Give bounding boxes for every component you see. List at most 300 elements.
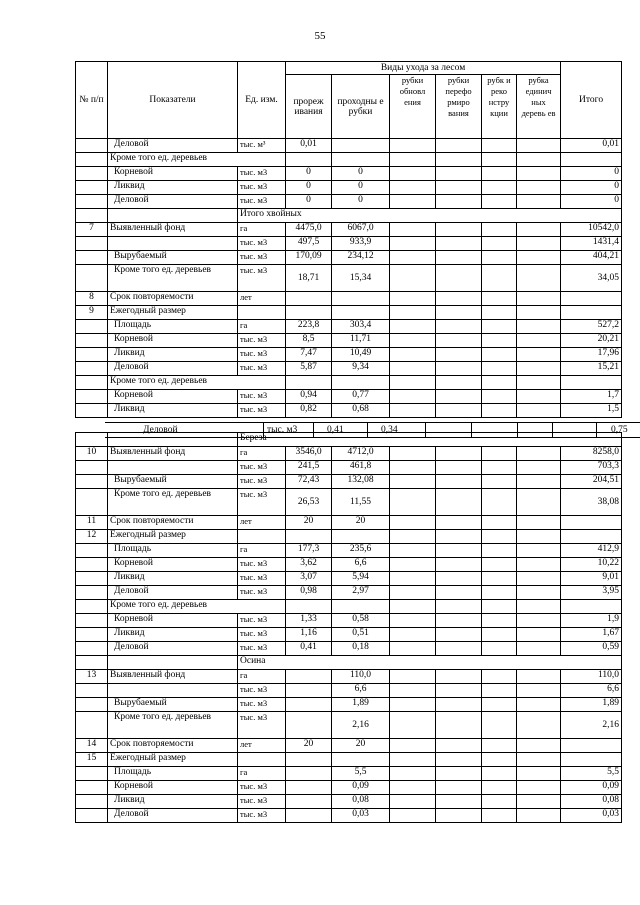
value-reconstruction (482, 404, 517, 418)
value-total (561, 516, 622, 530)
value-renewal (390, 698, 436, 712)
unit-cell: тыс. м3 (238, 809, 286, 823)
indicator-cell: Корневой (108, 390, 238, 404)
indicator-cell: Корневой (108, 558, 238, 572)
value-thinning: 26,53 (286, 489, 332, 516)
indicator-cell (108, 237, 238, 251)
value-renewal (390, 292, 436, 306)
value-thinning (286, 712, 332, 739)
value-reformation (436, 530, 482, 544)
value-reformation (436, 461, 482, 475)
value-total: 2,16 (561, 712, 622, 739)
value-thinning (286, 292, 332, 306)
indicator-cell: Ликвид (108, 348, 238, 362)
number-cell (76, 712, 108, 739)
section-label: Кроме того ед. деревьев (108, 600, 286, 614)
indicator-cell: Выявленный фонд (108, 447, 238, 461)
value-reconstruction (482, 530, 517, 544)
table-row (76, 153, 622, 167)
value-passage: 6,6 (332, 558, 390, 572)
value-reconstruction (482, 292, 517, 306)
value-single-trees (517, 167, 561, 181)
number-cell (76, 209, 108, 223)
value-renewal (390, 181, 436, 195)
indicator-cell: Вырубаемый (108, 475, 238, 489)
value-thinning (286, 530, 332, 544)
value-renewal (390, 251, 436, 265)
value-passage: 1,89 (332, 698, 390, 712)
number-cell (76, 139, 108, 153)
value-reformation (436, 558, 482, 572)
value-single-trees (517, 642, 561, 656)
empty-cell (436, 376, 482, 390)
indicator-cell: Площадь (108, 544, 238, 558)
value-renewal (390, 795, 436, 809)
value-total: 703,3 (561, 461, 622, 475)
value-total (561, 753, 622, 767)
value-reconstruction (482, 181, 517, 195)
number-cell (76, 390, 108, 404)
number-cell: 7 (76, 223, 108, 237)
value-single-trees (517, 390, 561, 404)
table-row (76, 404, 622, 418)
value-thinning (286, 795, 332, 809)
number-cell: 8 (76, 292, 108, 306)
table-row (76, 348, 622, 362)
value-reformation (436, 195, 482, 209)
value-passage: 132,08 (332, 475, 390, 489)
indicator-cell: Ежегодный размер (108, 306, 238, 320)
value-reformation (436, 670, 482, 684)
number-cell (76, 237, 108, 251)
number-cell (76, 614, 108, 628)
value-renewal (390, 390, 436, 404)
value-reconstruction (482, 348, 517, 362)
number-cell (76, 781, 108, 795)
value-passage: 4712,0 (332, 447, 390, 461)
value-renewal (390, 195, 436, 209)
number-cell (76, 153, 108, 167)
empty-cell (332, 600, 390, 614)
value-single-trees (517, 516, 561, 530)
value-single-trees (517, 306, 561, 320)
number-cell (76, 586, 108, 600)
number-cell: 12 (76, 530, 108, 544)
unit-cell: тыс. м3 (238, 684, 286, 698)
empty-cell (561, 153, 622, 167)
value-reformation (436, 348, 482, 362)
value-single-trees (517, 614, 561, 628)
value-reconstruction (482, 586, 517, 600)
empty-cell (436, 600, 482, 614)
value-single-trees (517, 753, 561, 767)
unit-cell: тыс. м³ (238, 139, 286, 153)
number-cell (76, 809, 108, 823)
number-cell (76, 376, 108, 390)
table-row (76, 447, 622, 461)
value-single-trees (517, 320, 561, 334)
value-reconstruction (482, 642, 517, 656)
value-single-trees (517, 586, 561, 600)
unit-cell: тыс. м3 (238, 265, 286, 292)
value-renewal (390, 767, 436, 781)
unit-cell (238, 753, 286, 767)
forest-care-table (75, 61, 622, 823)
col-header-group: Виды ухода за лесом (286, 62, 561, 75)
table-row (76, 739, 622, 753)
value-renewal (390, 489, 436, 516)
shifted-row-c1: 0,41 (327, 425, 344, 435)
value-renewal (390, 781, 436, 795)
unit-cell: лет (238, 739, 286, 753)
value-single-trees (517, 767, 561, 781)
value-reconstruction (482, 670, 517, 684)
number-cell (76, 181, 108, 195)
section-label: Кроме того ед. деревьев (108, 153, 286, 167)
value-renewal (390, 614, 436, 628)
unit-cell: тыс. м3 (238, 348, 286, 362)
value-reformation (436, 767, 482, 781)
value-single-trees (517, 558, 561, 572)
empty-cell (561, 600, 622, 614)
value-single-trees (517, 572, 561, 586)
indicator-cell: Деловой (108, 586, 238, 600)
value-thinning: 177,3 (286, 544, 332, 558)
value-reconstruction (482, 558, 517, 572)
empty-cell (286, 153, 332, 167)
indicator-cell: Деловой (108, 195, 238, 209)
table-row (76, 558, 622, 572)
value-thinning: 4475,0 (286, 223, 332, 237)
number-cell (76, 167, 108, 181)
col-header-indicator: Показатели (108, 62, 238, 139)
number-cell (76, 265, 108, 292)
value-renewal (390, 334, 436, 348)
value-thinning (286, 809, 332, 823)
value-reconstruction (482, 795, 517, 809)
value-reformation (436, 167, 482, 181)
value-single-trees (517, 628, 561, 642)
value-renewal (390, 809, 436, 823)
value-thinning: 0 (286, 195, 332, 209)
value-total: 0,08 (561, 795, 622, 809)
value-total (561, 530, 622, 544)
number-cell: 9 (76, 306, 108, 320)
unit-cell (238, 530, 286, 544)
number-cell (76, 433, 108, 447)
number-cell (76, 334, 108, 348)
value-renewal (390, 712, 436, 739)
number-cell: 11 (76, 516, 108, 530)
number-cell (76, 461, 108, 475)
value-reformation (436, 753, 482, 767)
indicator-cell: Корневой (108, 614, 238, 628)
col-header-reconstruction: рубк и реко нстру кции (482, 75, 517, 139)
empty-cell (286, 376, 332, 390)
value-passage: 11,71 (332, 334, 390, 348)
table-row (76, 572, 622, 586)
empty-cell (561, 376, 622, 390)
table-row (76, 209, 622, 223)
table-row (76, 516, 622, 530)
indicator-cell: Ежегодный размер (108, 753, 238, 767)
indicator-cell: Корневой (108, 334, 238, 348)
indicator-cell: Деловой (108, 362, 238, 376)
value-total: 0,01 (561, 139, 622, 153)
value-passage: 15,34 (332, 265, 390, 292)
value-reformation (436, 139, 482, 153)
value-passage: 5,94 (332, 572, 390, 586)
value-renewal (390, 753, 436, 767)
value-single-trees (517, 530, 561, 544)
value-thinning: 3546,0 (286, 447, 332, 461)
indicator-cell: Кроме того ед. деревьев (108, 712, 238, 739)
value-passage: 0 (332, 195, 390, 209)
empty-cell (286, 600, 332, 614)
value-reformation (436, 334, 482, 348)
value-reconstruction (482, 516, 517, 530)
value-reconstruction (482, 544, 517, 558)
value-thinning: 7,47 (286, 348, 332, 362)
value-reformation (436, 684, 482, 698)
value-renewal (390, 739, 436, 753)
value-total: 0 (561, 167, 622, 181)
table-row (76, 390, 622, 404)
value-passage: 0,03 (332, 809, 390, 823)
value-passage: 10,49 (332, 348, 390, 362)
value-passage (332, 292, 390, 306)
number-cell (76, 404, 108, 418)
value-single-trees (517, 362, 561, 376)
value-reconstruction (482, 781, 517, 795)
table-row (76, 292, 622, 306)
col-header-passage: проходны е рубки (332, 75, 390, 139)
value-total: 412,9 (561, 544, 622, 558)
value-thinning: 170,09 (286, 251, 332, 265)
number-cell (76, 572, 108, 586)
indicator-cell: Площадь (108, 320, 238, 334)
indicator-cell: Ликвид (108, 795, 238, 809)
table-row (76, 795, 622, 809)
table-row (76, 461, 622, 475)
value-thinning: 5,87 (286, 362, 332, 376)
value-single-trees (517, 670, 561, 684)
indicator-cell: Срок повторяемости (108, 739, 238, 753)
value-reconstruction (482, 362, 517, 376)
value-reconstruction (482, 712, 517, 739)
value-total: 0 (561, 181, 622, 195)
value-reconstruction (482, 684, 517, 698)
value-reformation (436, 544, 482, 558)
value-reconstruction (482, 753, 517, 767)
value-thinning: 1,33 (286, 614, 332, 628)
value-single-trees (517, 739, 561, 753)
table-row (76, 530, 622, 544)
table-row (76, 781, 622, 795)
value-passage: 303,4 (332, 320, 390, 334)
indicator-cell (108, 656, 238, 670)
value-reconstruction (482, 167, 517, 181)
value-reformation (436, 572, 482, 586)
unit-cell: га (238, 767, 286, 781)
value-single-trees (517, 447, 561, 461)
unit-cell: тыс. м3 (238, 475, 286, 489)
indicator-cell: Ликвид (108, 181, 238, 195)
value-passage: 9,34 (332, 362, 390, 376)
value-reformation (436, 642, 482, 656)
value-thinning: 3,07 (286, 572, 332, 586)
value-passage: 0,68 (332, 404, 390, 418)
indicator-cell: Ликвид (108, 404, 238, 418)
unit-cell: тыс. м3 (238, 404, 286, 418)
value-reformation (436, 362, 482, 376)
value-thinning: 0,41 (286, 642, 332, 656)
table-row (76, 320, 622, 334)
number-cell (76, 628, 108, 642)
value-reconstruction (482, 461, 517, 475)
unit-cell: га (238, 544, 286, 558)
value-passage: 0,09 (332, 781, 390, 795)
value-passage (332, 306, 390, 320)
value-reformation (436, 292, 482, 306)
value-reconstruction (482, 139, 517, 153)
value-single-trees (517, 181, 561, 195)
col-header-reformation: рубки перефо рмиро вания (436, 75, 482, 139)
unit-cell: тыс. м3 (238, 251, 286, 265)
table-row (76, 139, 622, 153)
indicator-cell: Срок повторяемости (108, 292, 238, 306)
value-passage (332, 530, 390, 544)
value-renewal (390, 544, 436, 558)
empty-cell (482, 600, 517, 614)
value-renewal (390, 670, 436, 684)
table-row (76, 586, 622, 600)
value-reconstruction (482, 306, 517, 320)
value-single-trees (517, 223, 561, 237)
indicator-cell: Деловой (108, 809, 238, 823)
value-reformation (436, 781, 482, 795)
value-total: 20,21 (561, 334, 622, 348)
indicator-cell: Выявленный фонд (108, 223, 238, 237)
unit-cell: тыс. м3 (238, 586, 286, 600)
table-row (76, 223, 622, 237)
indicator-cell: Корневой (108, 167, 238, 181)
value-total: 9,01 (561, 572, 622, 586)
value-renewal (390, 265, 436, 292)
number-cell (76, 544, 108, 558)
value-renewal (390, 447, 436, 461)
value-total: 0,03 (561, 809, 622, 823)
value-single-trees (517, 489, 561, 516)
value-thinning: 0,98 (286, 586, 332, 600)
value-passage: 20 (332, 739, 390, 753)
indicator-cell: Деловой (108, 139, 238, 153)
table-row (76, 767, 622, 781)
value-total: 1,5 (561, 404, 622, 418)
value-total: 1,67 (561, 628, 622, 642)
value-passage: 2,97 (332, 586, 390, 600)
value-total: 10542,0 (561, 223, 622, 237)
shifted-row (105, 422, 640, 438)
value-total: 527,2 (561, 320, 622, 334)
value-thinning: 0,82 (286, 404, 332, 418)
value-total: 0 (561, 195, 622, 209)
number-cell (76, 600, 108, 614)
table-row (76, 251, 622, 265)
unit-cell: тыс. м3 (238, 334, 286, 348)
value-single-trees (517, 544, 561, 558)
number-cell (76, 195, 108, 209)
value-thinning (286, 767, 332, 781)
value-passage: 5,5 (332, 767, 390, 781)
value-passage: 234,12 (332, 251, 390, 265)
value-reconstruction (482, 223, 517, 237)
indicator-cell: Корневой (108, 781, 238, 795)
unit-cell: тыс. м3 (238, 362, 286, 376)
value-thinning (286, 684, 332, 698)
table-row (76, 475, 622, 489)
value-reformation (436, 320, 482, 334)
value-thinning: 18,71 (286, 265, 332, 292)
table-row (76, 753, 622, 767)
value-renewal (390, 167, 436, 181)
indicator-cell: Кроме того ед. деревьев (108, 489, 238, 516)
empty-cell (436, 153, 482, 167)
indicator-cell: Ликвид (108, 572, 238, 586)
value-total: 0,09 (561, 781, 622, 795)
value-renewal (390, 558, 436, 572)
value-passage: 0,77 (332, 390, 390, 404)
value-renewal (390, 348, 436, 362)
value-reformation (436, 181, 482, 195)
shifted-row-c2: 0,34 (381, 425, 398, 435)
value-reconstruction (482, 447, 517, 461)
col-header-thinning: прореж ивания (286, 75, 332, 139)
value-reformation (436, 516, 482, 530)
number-cell (76, 251, 108, 265)
table-row (76, 628, 622, 642)
col-header-unit: Ед. изм. (238, 62, 286, 139)
empty-cell (517, 153, 561, 167)
value-thinning: 0,94 (286, 390, 332, 404)
empty-cell (332, 153, 390, 167)
value-total: 34,05 (561, 265, 622, 292)
value-total: 204,51 (561, 475, 622, 489)
value-total: 1,7 (561, 390, 622, 404)
value-thinning: 0,01 (286, 139, 332, 153)
indicator-cell: Ликвид (108, 628, 238, 642)
unit-cell: га (238, 447, 286, 461)
unit-cell: га (238, 223, 286, 237)
value-total: 1,9 (561, 614, 622, 628)
value-passage: 20 (332, 516, 390, 530)
value-reconstruction (482, 265, 517, 292)
section-label: Итого хвойных (238, 209, 622, 223)
table-row (76, 362, 622, 376)
indicator-cell: Ежегодный размер (108, 530, 238, 544)
section-label: Береза (238, 433, 622, 447)
value-total: 1431,4 (561, 237, 622, 251)
unit-cell: тыс. м3 (238, 195, 286, 209)
value-single-trees (517, 334, 561, 348)
col-header-number: № п/п (76, 62, 108, 139)
number-cell (76, 656, 108, 670)
shifted-row-unit: тыс. м3 (267, 425, 298, 435)
value-renewal (390, 320, 436, 334)
value-reformation (436, 489, 482, 516)
value-renewal (390, 572, 436, 586)
table-row (76, 376, 622, 390)
